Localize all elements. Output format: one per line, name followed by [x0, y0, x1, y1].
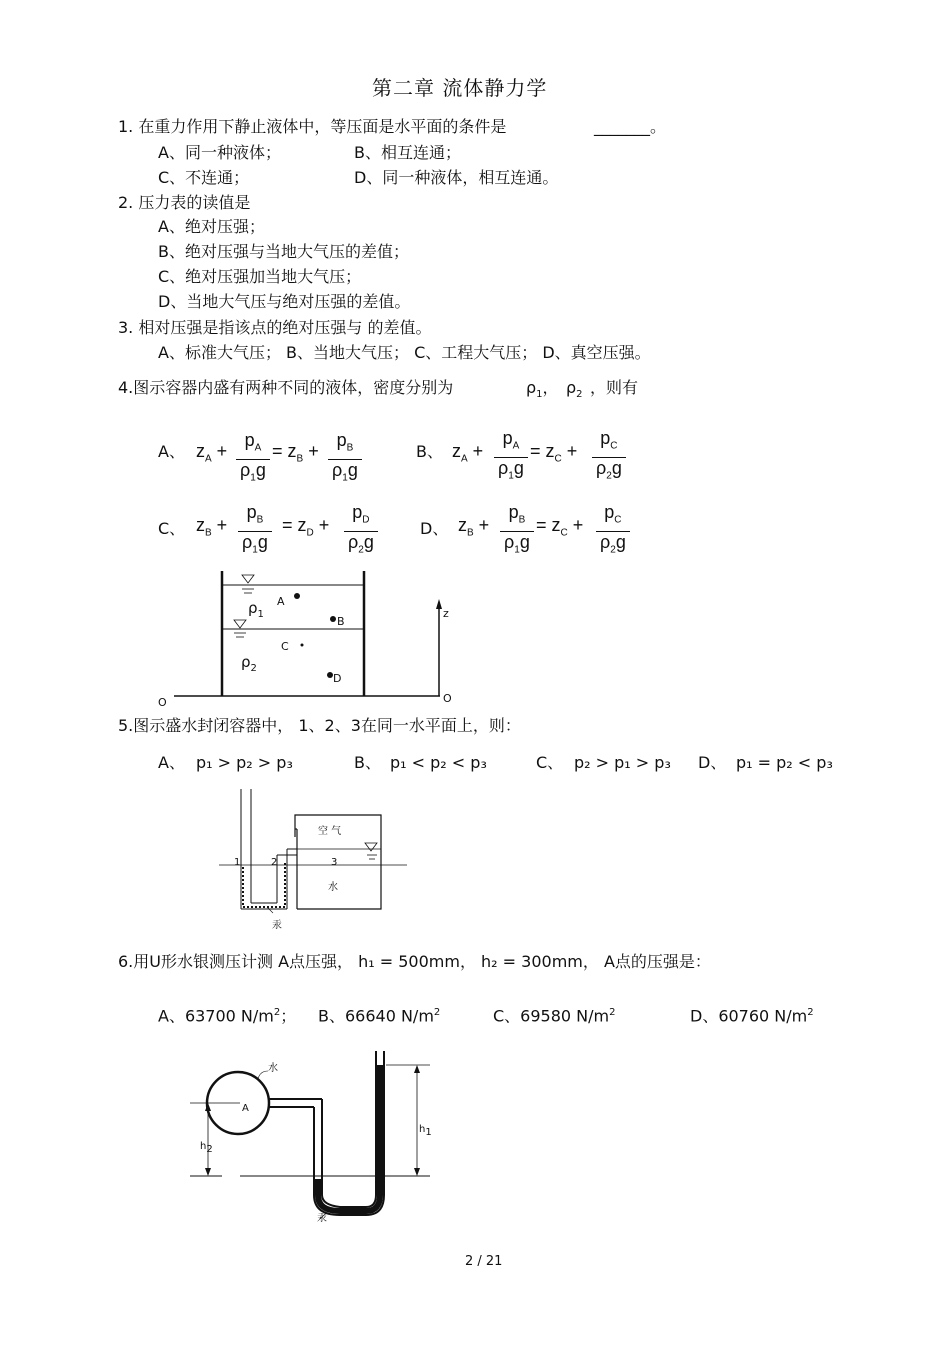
q6-option-a: A、63700 $N/m^2$；: [158, 1006, 297, 1026]
q4b-mid: = $z_C$ +: [530, 441, 578, 465]
q4c-frac1: $p_B$ $\rho_1g$: [238, 502, 272, 560]
q4-rho1: $\rho_1$，: [526, 378, 559, 401]
q1-option-b: B、相互连通；: [354, 143, 461, 162]
q4-fig-label-C: C: [281, 640, 289, 653]
q4d-z: $z_B$ +: [458, 515, 490, 539]
q1-option-d: D、同一种液体，相互连通。: [354, 168, 559, 187]
q4b-z: $z_A$ +: [452, 441, 484, 465]
q2-option-b: B、绝对压强与当地大气压的差值；: [158, 242, 409, 261]
q4-fig-z-axis: z: [443, 607, 449, 620]
q4-container-figure: [150, 565, 470, 710]
q4c-mid: = $z_D$ +: [282, 515, 330, 539]
q4-fig-label-A: A: [277, 595, 285, 608]
q6-fig-water-label: 水: [268, 1063, 278, 1074]
q5-stem: 5.图示盛水封闭容器中， 1、2、3在同一水平面上，则：: [118, 716, 521, 735]
q3-stem: 3. 相对压强是指该点的绝对压强与 的差值。: [118, 318, 432, 337]
q4-fig-label-D: D: [333, 672, 342, 685]
q4-option-c-label: C、: [158, 519, 186, 538]
q6-fig-mercury-label: 汞: [317, 1213, 327, 1224]
q4-stem: 4.图示容器内盛有两种不同的液体，密度分别为: [118, 378, 454, 397]
q4-tail: ，则有: [590, 378, 639, 397]
q4c-z: $z_B$ +: [196, 515, 228, 539]
q5-option-d-expr: p₁ = p₂ < p₃: [736, 753, 833, 772]
q4-rho2: $\rho_2$: [566, 378, 583, 401]
q5-fig-air-label: 空 气: [318, 826, 342, 837]
q4-option-a-label: A、: [158, 442, 185, 461]
q4b-frac1: $p_A$ $\rho_1g$: [494, 428, 528, 486]
q5-option-b-expr: p₁ < p₂ < p₃: [390, 753, 487, 772]
q2-option-d: D、当地大气压与绝对压强的差值。: [158, 292, 411, 311]
q4b-frac2: $p_C$ $\rho_2g$: [592, 428, 626, 486]
q4a-mid: = $z_B$ +: [272, 441, 319, 465]
q5-fig-mercury-label: 汞: [272, 920, 282, 931]
q1-option-c: C、不连通；: [158, 168, 250, 187]
q1-blank: _______。: [594, 117, 667, 136]
q6-option-b: B、66640 $N/m^2$: [318, 1006, 441, 1026]
q5-fig-water-label: 水: [328, 882, 338, 893]
q5-option-b-label: B、: [354, 753, 381, 772]
q1-option-a: A、同一种液体；: [158, 143, 281, 162]
q4-fig-origin-right: O: [443, 692, 452, 705]
q2-option-c: C、绝对压强加当地大气压；: [158, 267, 362, 286]
q5-option-c-label: C、: [536, 753, 564, 772]
q5-option-a-expr: p₁ > p₂ > p₃: [196, 753, 293, 772]
q4-fig-origin-left: O: [158, 696, 167, 709]
q5-option-c-expr: p₂ > p₁ > p₃: [574, 753, 671, 772]
q6-u-tube-figure: [180, 1045, 450, 1230]
q4-fig-label-B: B: [337, 615, 345, 628]
q4d-frac1: $p_B$ $\rho_1g$: [500, 502, 534, 560]
q4a-z: $z_A$ +: [196, 441, 228, 465]
q6-option-c: C、69580 $N/m^2$: [493, 1006, 616, 1026]
q4-fig-rho1: $\rho_1$: [248, 599, 264, 620]
q5-manometer-figure: [215, 785, 415, 930]
q4a-frac1: $p_A$ $\rho_1g$: [236, 430, 270, 488]
q1-stem: 1. 在重力作用下静止液体中，等压面是水平面的条件是: [118, 117, 507, 136]
q4d-frac2: $p_C$ $\rho_2g$: [596, 502, 630, 560]
q2-option-a: A、绝对压强；: [158, 217, 265, 236]
q4c-frac2: $p_D$ $\rho_2g$: [344, 502, 378, 560]
q4-fig-rho2: $\rho_2$: [241, 653, 257, 674]
q4-option-b-label: B、: [416, 442, 443, 461]
q5-fig-point-3: 3: [331, 857, 338, 868]
q6-fig-h2: $h_2$: [200, 1141, 213, 1155]
q2-stem: 2. 压力表的读值是: [118, 193, 251, 212]
q6-fig-h1: $h_1$: [419, 1124, 432, 1138]
page-title: 第二章 流体静力学: [372, 76, 548, 100]
q5-option-d-label: D、: [698, 753, 727, 772]
q6-stem: 6.用U形水银测压计测 A点压强， h₁ = 500mm， h₂ = 300mm， A点的压强是：: [118, 952, 711, 971]
q6-fig-point-A: A: [242, 1103, 249, 1114]
q5-fig-point-1: 1: [234, 857, 241, 868]
q5-option-a-label: A、: [158, 753, 185, 772]
q4a-frac2: $p_B$ $\rho_1g$: [328, 430, 362, 488]
page-number: 2 / 21: [465, 1254, 503, 1269]
q6-option-d: D、60760 $N/m^2$: [690, 1006, 814, 1026]
q4-option-d-label: D、: [420, 519, 449, 538]
q4d-mid: = $z_C$ +: [536, 515, 584, 539]
q5-fig-point-2: 2: [271, 857, 278, 868]
q3-options: A、标准大气压； B、当地大气压； C、工程大气压； D、真空压强。: [158, 343, 651, 362]
